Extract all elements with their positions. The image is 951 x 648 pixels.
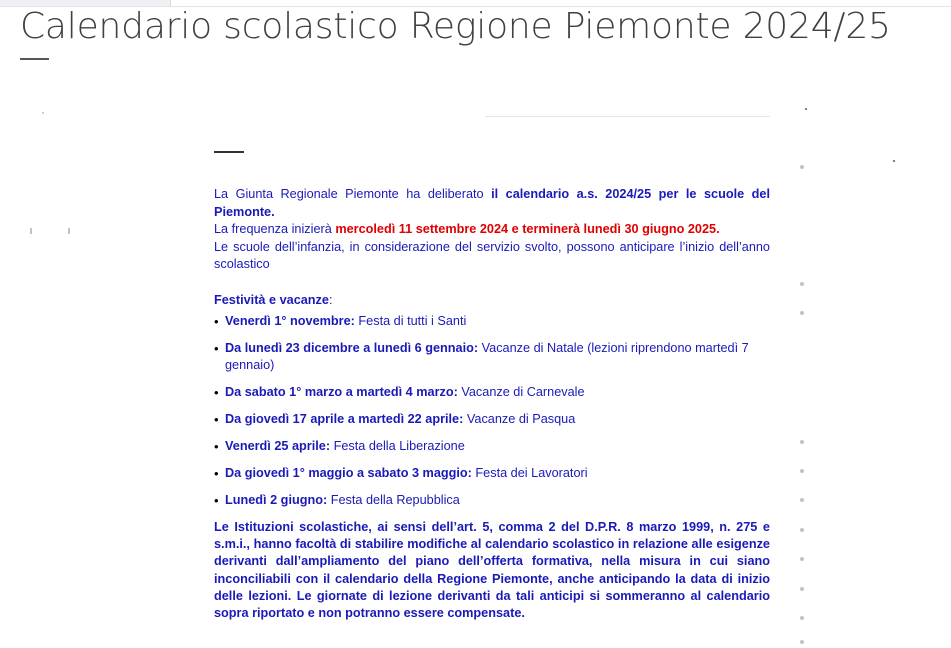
holiday-date: Da giovedì 17 aprile a martedì 22 aprile:	[225, 412, 464, 426]
holiday-date: Da sabato 1° marzo a martedì 4 marzo:	[225, 385, 458, 399]
school-year-dates: mercoledì 11 settembre 2024 e terminerà lunedì 30 giugno 2025	[335, 222, 717, 236]
content-top-divider	[485, 116, 770, 117]
start-text: La frequenza inizierà	[214, 222, 336, 236]
bullet-icon: •	[214, 385, 219, 400]
list-item	[214, 384, 770, 401]
holiday-name: Vacanze di Carnevale	[457, 385, 585, 399]
holiday-name: Festa della Liberazione	[330, 439, 465, 453]
institutions-note: Le Istituzioni scolastiche, ai sensi dell’art. 5, comma 2 del D.P.R. 8 marzo 1999, n. 275 e s.m.i., hanno facoltà di stabilire modifiche al calendario scolastico in relazione alle esigenze derivanti dall’ampliamento del piano dell’offerta formativa, nella misura in cui siano inconciliabili con il calendario della Regione Piemonte, anche anticipando la data di inizio delle lezioni. Le giornate di lezione derivanti da tali anticipi si sommeranno al calendario sopra riportato e non potranno essere compensate.	[214, 520, 770, 621]
bullet-icon: •	[214, 439, 219, 454]
decor-dot	[800, 440, 804, 444]
decor-dot	[800, 557, 804, 561]
holidays-list	[214, 313, 770, 509]
decor-dot	[800, 528, 804, 532]
holiday-name: Festa della Repubblica	[327, 493, 460, 507]
holiday-date: Venerdì 1° novembre:	[225, 314, 355, 328]
bullet-icon: •	[214, 341, 219, 356]
decor-dot	[800, 498, 804, 502]
intro-paragraph	[214, 186, 770, 274]
decor-dot	[805, 108, 807, 110]
holiday-date: Lunedì 2 giugno:	[225, 493, 328, 507]
intro-bold-text: il calendario a.s. 2024/25 per le scuole del Piemonte.	[214, 187, 771, 219]
decor-dot	[800, 311, 804, 315]
infancy-note: Le scuole dell’infanzia, in considerazione del servizio svolto, possono anticipare l’inizio dell’anno scolastico	[214, 239, 770, 271]
decor-dot	[800, 165, 804, 169]
list-item	[214, 340, 770, 374]
list-item	[214, 438, 770, 455]
holiday-date: Da lunedì 23 dicembre a lunedì 6 gennaio:	[225, 341, 479, 355]
holiday-name: Festa dei Lavoratori	[471, 466, 588, 480]
list-item	[214, 492, 770, 509]
holiday-date: Venerdì 25 aprile:	[225, 439, 331, 453]
decor-dot	[800, 587, 804, 591]
decor-dot	[893, 160, 895, 162]
intro-text: La Giunta Regionale Piemonte ha deliberato	[214, 187, 492, 201]
list-item	[214, 465, 770, 482]
holiday-date: Da giovedì 1° maggio a sabato 3 maggio:	[225, 466, 472, 480]
decor-dot	[42, 112, 44, 114]
decor-dot	[68, 228, 70, 234]
article-body	[214, 186, 770, 622]
holidays-heading: Festività e vacanze:	[214, 292, 333, 307]
bullet-icon: •	[214, 466, 219, 481]
list-item	[214, 411, 770, 428]
decor-dot	[800, 282, 804, 286]
dates-period: .	[716, 222, 720, 236]
decor-dot	[30, 228, 32, 234]
list-item	[214, 313, 770, 330]
holiday-name: Festa di tutti i Santi	[354, 314, 467, 328]
decor-dot	[800, 469, 804, 473]
bullet-icon: •	[214, 493, 219, 508]
title-underline	[20, 58, 49, 60]
section-rule	[214, 151, 244, 153]
holiday-name: Vacanze di Pasqua	[463, 412, 576, 426]
bullet-icon: •	[214, 412, 219, 427]
decor-dot	[800, 616, 804, 620]
decor-dot	[800, 640, 804, 644]
holiday-name: Vacanze di Natale (lezioni riprendono martedì 7 gennaio)	[225, 341, 749, 372]
bullet-icon: •	[214, 314, 219, 329]
page-title: Calendario scolastico Regione Piemonte 2024/25	[20, 6, 891, 47]
